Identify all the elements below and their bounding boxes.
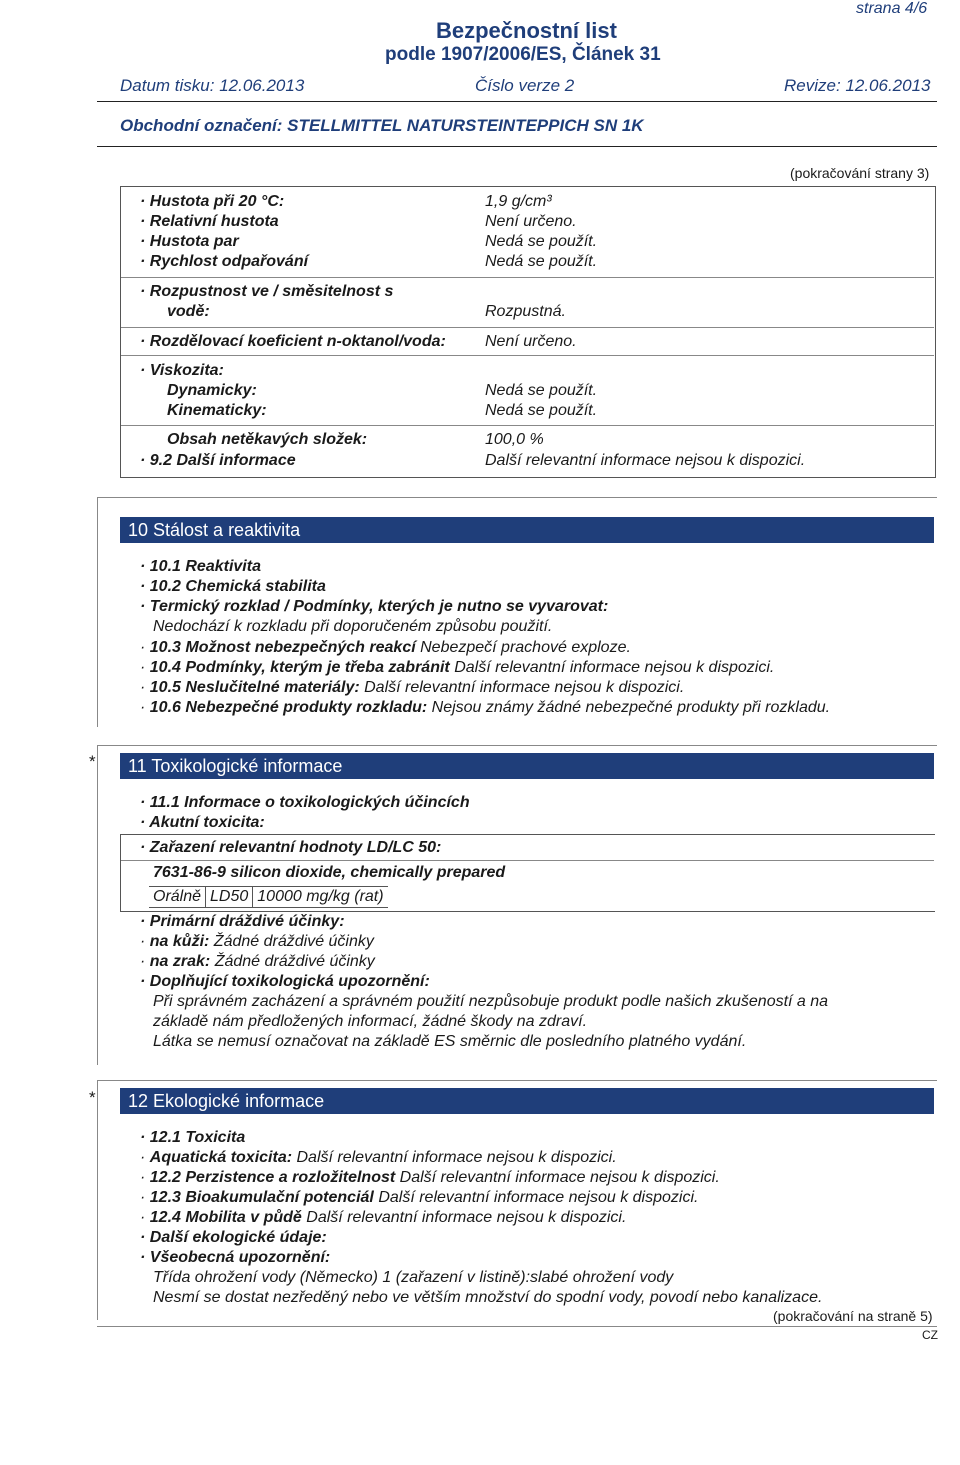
page-number: strana 4/6 bbox=[856, 0, 928, 17]
section-bar bbox=[97, 1080, 98, 1320]
kinematic-label: Kinematicky: bbox=[167, 402, 267, 419]
s11-line: · na zrak: Žádné dráždivé účinky bbox=[140, 953, 375, 970]
divider bbox=[121, 327, 934, 328]
viscosity-label: · Viskozita: bbox=[140, 362, 224, 379]
s12-line: · 12.4 Mobilita v půdě Další relevantní informace nejsou k dispozici. bbox=[140, 1209, 627, 1226]
dynamic-value: Nedá se použít. bbox=[485, 382, 598, 399]
footer-rule bbox=[97, 1326, 937, 1327]
section-10-heading: 10 Stálost a reaktivita bbox=[120, 517, 934, 543]
s12-line: · Další ekologické údaje: bbox=[140, 1229, 327, 1246]
ld50-table bbox=[149, 886, 388, 908]
s10-line: · 10.3 Možnost nebezpečných reakcí Nebezpečí prachové exploze. bbox=[140, 639, 631, 656]
solubility-label-2: vodě: bbox=[167, 303, 210, 320]
section-12-heading: 12 Ekologické informace bbox=[120, 1088, 934, 1114]
s11-line: · Doplňující toxikologická upozornění: bbox=[140, 973, 430, 990]
divider bbox=[121, 860, 934, 861]
revision-marker: * bbox=[89, 752, 96, 771]
s12-line: · 12.3 Bioakumulační potenciál Další relevantní informace nejsou k dispozici. bbox=[140, 1189, 699, 1206]
solubility-value: Rozpustná. bbox=[485, 303, 566, 320]
s11-line: · Primární dráždivé účinky: bbox=[140, 913, 345, 930]
language-code: CZ bbox=[922, 1328, 938, 1342]
dynamic-label: Dynamicky: bbox=[167, 382, 257, 399]
section-rule bbox=[97, 497, 937, 498]
other-info-value: Další relevantní informace nejsou k dispozici. bbox=[485, 452, 806, 469]
version: Číslo verze 2 bbox=[475, 76, 575, 95]
vapour-density-value: Nedá se použít. bbox=[485, 233, 598, 250]
header-rule bbox=[97, 101, 937, 102]
s12-line: Nesmí se dostat nezředěný nebo ve větším množství do spodní vody, povodí nebo kanalizace. bbox=[153, 1289, 823, 1306]
s11-line: · Akutní toxicita: bbox=[140, 814, 265, 831]
solubility-label: · Rozpustnost ve / směsitelnost s bbox=[140, 283, 394, 300]
revision-marker: * bbox=[89, 1088, 96, 1107]
document-subtitle: podle 1907/2006/ES, Článek 31 bbox=[385, 44, 661, 65]
divider bbox=[121, 277, 934, 278]
evap-rate-value: Nedá se použít. bbox=[485, 253, 598, 270]
s12-line: Třída ohrožení vody (Německo) 1 (zařazení v listině):slabé ohrožení vody bbox=[153, 1269, 674, 1286]
nonvolatile-value: 100,0 % bbox=[485, 431, 544, 448]
s11-line: · 11.1 Informace o toxikologických účincích bbox=[140, 794, 470, 811]
s11-line: Při správném zacházení a správném použití nezpůsobuje produkt podle našich zkušeností a na bbox=[153, 993, 829, 1010]
density-label: · Hustota při 20 °C: bbox=[140, 193, 285, 210]
s11-line: Látka se nemusí označovat na základě ES směrnic dle posledního platného vydání. bbox=[153, 1033, 747, 1050]
divider bbox=[121, 355, 934, 356]
trade-rule bbox=[97, 146, 937, 147]
evap-rate-label: · Rychlost odpařování bbox=[140, 253, 309, 270]
s11-line: · Zařazení relevantní hodnoty LD/LC 50: bbox=[140, 839, 442, 856]
s10-line: · 10.1 Reaktivita bbox=[140, 558, 261, 575]
s10-line: · 10.4 Podmínky, kterým je třeba zabránit Další relevantní informace nejsou k dispozici. bbox=[140, 659, 775, 676]
s12-line: · 12.1 Toxicita bbox=[140, 1129, 246, 1146]
s10-line: · Termický rozklad / Podmínky, kterých je nutno se vyvarovat: bbox=[140, 598, 609, 615]
s12-line: · 12.2 Perzistence a rozložitelnost Další relevantní informace nejsou k dispozici. bbox=[140, 1169, 720, 1186]
s11-line: základě nám předložených informací, žádné škody na zdraví. bbox=[153, 1013, 588, 1030]
rel-density-value: Není určeno. bbox=[485, 213, 577, 230]
print-date: Datum tisku: 12.06.2013 bbox=[120, 76, 305, 95]
rel-density-label: · Relativní hustota bbox=[140, 213, 279, 230]
section-bar bbox=[97, 745, 98, 1065]
substance-name: 7631-86-9 silicon dioxide, chemically prepared bbox=[153, 864, 506, 881]
document-title: Bezpečnostní list bbox=[436, 18, 617, 43]
density-value: 1,9 g/cm³ bbox=[485, 193, 552, 210]
section-bar bbox=[97, 497, 98, 727]
route-cell: Orálně bbox=[149, 887, 206, 908]
value-cell: 10000 mg/kg (rat) bbox=[253, 887, 388, 908]
nonvolatile-label: Obsah netěkavých složek: bbox=[167, 431, 368, 448]
s12-line: · Všeobecná upozornění: bbox=[140, 1249, 331, 1266]
revision-date: Revize: 12.06.2013 bbox=[784, 76, 931, 95]
vapour-density-label: · Hustota par bbox=[140, 233, 239, 250]
partition-value: Není určeno. bbox=[485, 333, 577, 350]
other-info-label: · 9.2 Další informace bbox=[140, 452, 296, 469]
section-11-heading: 11 Toxikologické informace bbox=[120, 753, 934, 779]
table-row bbox=[149, 887, 388, 908]
s11-line: · na kůži: Žádné dráždivé účinky bbox=[140, 933, 374, 950]
divider bbox=[121, 425, 934, 426]
s10-line: · 10.2 Chemická stabilita bbox=[140, 578, 326, 595]
endpoint-cell: LD50 bbox=[206, 887, 253, 908]
s10-line: · 10.6 Nebezpečné produkty rozkladu: Nejsou známy žádné nebezpečné produkty při rozkladu. bbox=[140, 699, 831, 716]
s10-line: Nedochází k rozkladu při doporučeném způsobu použití. bbox=[153, 618, 553, 635]
continued-from: (pokračování strany 3) bbox=[790, 165, 930, 181]
trade-name: Obchodní označení: STELLMITTEL NATURSTEINTEPPICH SN 1K bbox=[120, 116, 644, 135]
section-rule bbox=[97, 1080, 937, 1081]
s10-line: · 10.5 Neslučitelné materiály: Další relevantní informace nejsou k dispozici. bbox=[140, 679, 685, 696]
s12-line: · Aquatická toxicita: Další relevantní informace nejsou k dispozici. bbox=[140, 1149, 617, 1166]
kinematic-value: Nedá se použít. bbox=[485, 402, 598, 419]
partition-label: · Rozdělovací koeficient n-oktanol/voda: bbox=[140, 333, 446, 350]
continued-to: (pokračování na straně 5) bbox=[773, 1308, 933, 1324]
section-rule bbox=[97, 745, 937, 746]
